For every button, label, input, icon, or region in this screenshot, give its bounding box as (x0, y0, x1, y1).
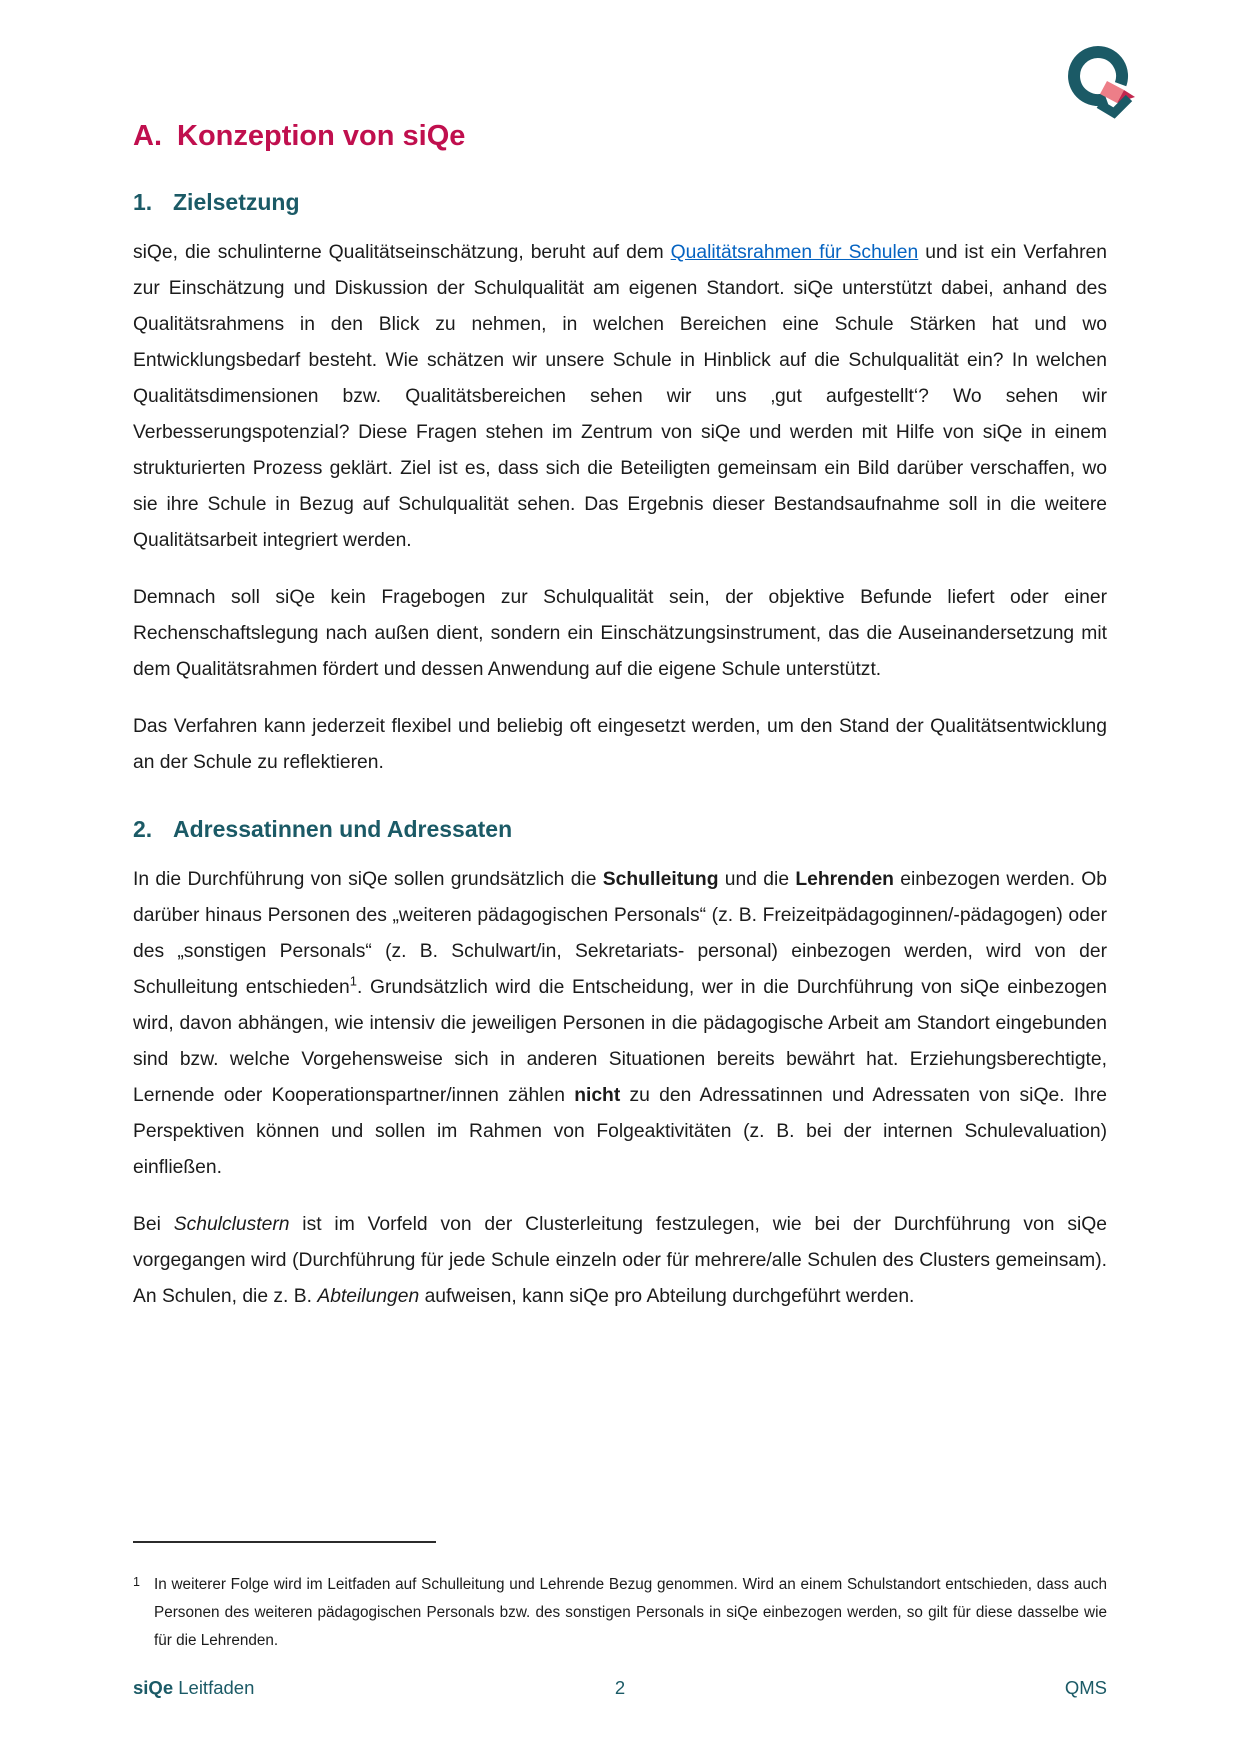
paragraph (133, 1207, 1107, 1315)
siqe-logo-icon (1068, 44, 1140, 124)
section-heading (133, 815, 1107, 844)
heading-number: 1. (133, 189, 153, 216)
footer-left (133, 1677, 458, 1699)
heading-label: Zielsetzung (173, 189, 300, 216)
text-run: Bei (133, 1213, 174, 1235)
hyperlink[interactable]: Qualitätsrahmen für Schulen (670, 242, 919, 263)
paragraph (133, 580, 1107, 688)
italic-text: Abteilungen (317, 1285, 420, 1307)
footnote-area (133, 1541, 1107, 1655)
italic-text: Schulclustern (173, 1213, 290, 1235)
section-heading (133, 188, 1107, 217)
footnote-marker: 1 (133, 1575, 140, 1589)
text-run: Das Verfahren kann jederzeit flexibel und beliebig oft eingesetzt werden, um den Stand der Qualitätsentwicklung an der Schule zu reflektieren. (133, 716, 1107, 773)
text-run: ist im Vorfeld von der Clusterleitung festzulegen, wie bei der Durchführung von siQe vorgegangen wird (Durchführung für jede Schule einzeln oder für mehrere/alle Schulen des Clusters gemeinsam). An Schulen, die z. B. (133, 1213, 1107, 1307)
text-run: siQe, die schulinterne Qualitätseinschätzung, beruht auf dem (133, 242, 671, 263)
paragraph (133, 235, 1107, 559)
footer-brand: siQe (133, 1677, 174, 1698)
text-run: . Grundsätzlich wird die Entscheidung, wer in die Durchführung von siQe einbezogen wird, davon abhängen, wie intensiv die jeweiligen Personen in die pädagogische Arbeit am Standort eingebunden sind bzw. welche Vorgehensweise sich in anderen Situationen bereits bewährt hat. Erziehungsberechtigte, Lernende oder Kooperationspartner/innen zählen (133, 976, 1107, 1106)
page-footer (133, 1677, 1107, 1699)
footer-right: QMS (1064, 1677, 1108, 1698)
heading-number: 2. (133, 816, 153, 842)
bold-text: Schulleitung (602, 868, 719, 890)
page-number: 2 (614, 1677, 626, 1698)
paragraph (133, 862, 1107, 1186)
footnote-reference: 1 (349, 973, 357, 989)
text-run: In die Durchführung von siQe sollen grundsätzlich die (133, 868, 603, 890)
page-title (133, 118, 1107, 154)
heading-label: Konzeption von siQe (177, 120, 466, 152)
text-run: einbezogen werden. Ob darüber hinaus Personen des „weiteren pädagogischen Personals“ (z. B. Freizeitpädagoginnen/-pädagogen) oder des „sonstigen Personals“ (z. B. Schulwart/in, Sekretariats- personal) einbezogen werden, wird von der Schulleitung entschieden (133, 868, 1107, 998)
heading-label: Adressatinnen und Adressaten (173, 816, 513, 842)
text-run: und ist ein Verfahren zur Einschätzung und Diskussion der Schulqualität am eigenen Standort. siQe unterstützt dabei, anhand des Qualitätsrahmens in den Blick zu nehmen, in welchen Bereichen eine Schule Stärken hat und wo Entwicklungsbedarf besteht. Wie schätzen wir unsere Schule in Hinblick auf die Schulqualität ein? In welchen Qualitätsdimensionen bzw. Qualitätsbereichen sehen wir uns ‚gut aufgestellt‘? Wo sehen wir Verbesserungspotenzial? Diese Fragen stehen im Zentrum von siQe und werden mit Hilfe von siQe in einem strukturierten Prozess geklärt. Ziel ist es, dass sich die Beteiligten gemeinsam ein Bild darüber verschaffen, wo sie ihre Schule in Bezug auf Schulqualität sehen. Das Ergebnis dieser Bestandsaufnahme soll in die weitere Qualitätsarbeit integriert werden. (133, 242, 1107, 551)
footnote-separator (133, 1541, 436, 1543)
text-run: und die (718, 868, 796, 890)
footer-brand-suffix: Leitfaden (173, 1677, 255, 1698)
bold-text: Lehrenden (795, 868, 894, 890)
text-run: zu den Adressatinnen und Adressaten von siQe. Ihre Perspektiven können und sollen im Rahmen von Folgeaktivitäten (z. B. bei der internen Schulevaluation) einfließen. (133, 1084, 1108, 1178)
footnote-text: In weiterer Folge wird im Leitfaden auf Schulleitung und Lehrende Bezug genommen. Wird an einem Schulstandort entschieden, dass auch Personen des weiteren pädagogischen Personals bzw. des sonstigen Personals in siQe einbezogen werden, so gilt für diese dasselbe wie für die Lehrenden. (154, 1576, 1107, 1649)
text-run: aufweisen, kann siQe pro Abteilung durchgeführt werden. (419, 1285, 915, 1307)
paragraph (133, 709, 1107, 781)
text-run: Demnach soll siQe kein Fragebogen zur Schulqualität sein, der objektive Befunde liefert oder einer Rechenschaftslegung nach außen dient, sondern ein Einschätzungsinstrument, das die Auseinandersetzung mit dem Qualitätsrahmen fördert und dessen Anwendung auf die eigene Schule unterstützt. (133, 587, 1107, 680)
bold-text: nicht (574, 1084, 621, 1106)
heading-number: A. (133, 120, 162, 152)
footnote (133, 1571, 1107, 1655)
